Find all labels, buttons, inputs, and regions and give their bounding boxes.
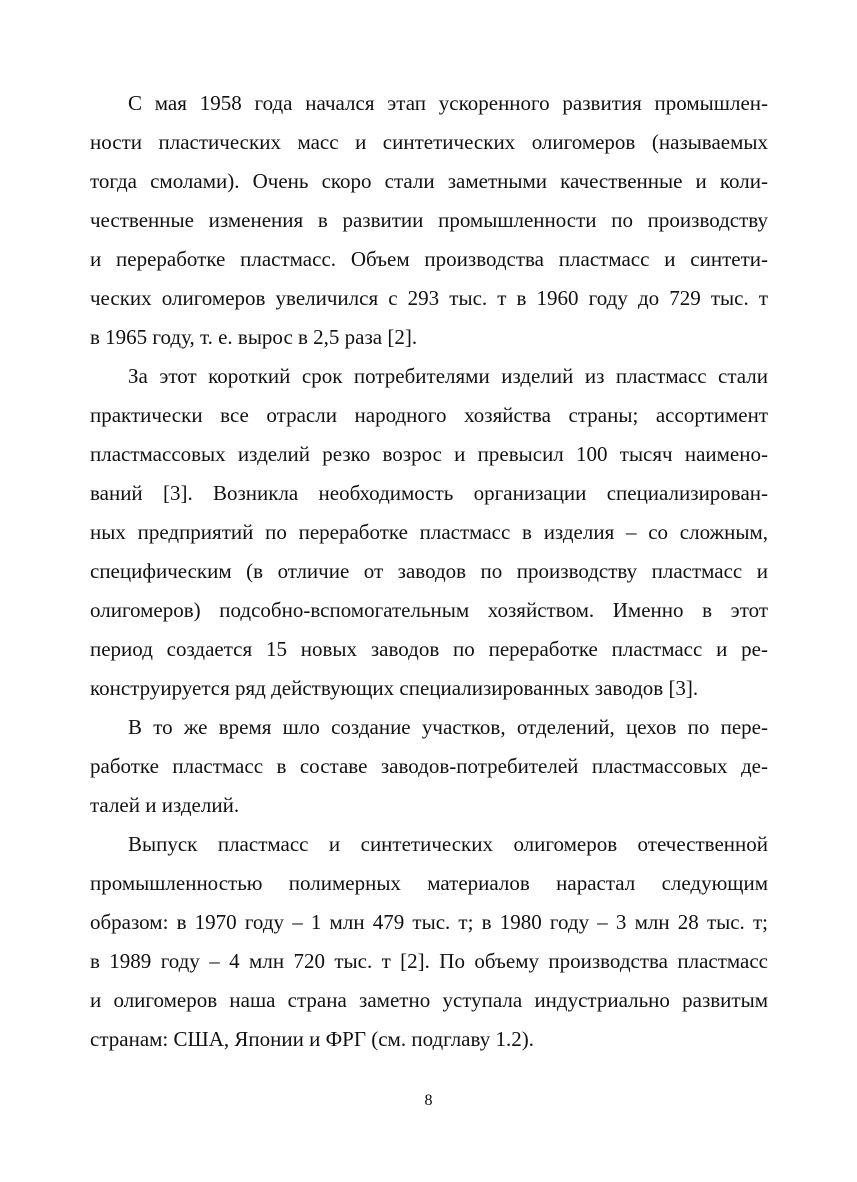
text-line: практически все отрасли народного хозяйства страны; ассортимент [90,403,768,427]
text-line: С мая 1958 года начался этап ускоренного развития промышлен- [128,91,768,115]
text-line: в 1989 году – 4 млн 720 тыс. т [2]. По объему производства пластмасс [90,949,768,973]
text-line: олигомеров) подсобно-вспомогательным хозяйством. Именно в этот [90,598,768,622]
text-line: За этот короткий срок потребителями изделий из пластмасс стали [128,364,768,388]
text-line: тогда смолами). Очень скоро стали заметными качественные и коли- [90,169,768,193]
text-line: и олигомеров наша страна заметно уступала индустриально развитым [90,988,768,1012]
text-line: ности пластических масс и синтетических олигомеров (называемых [90,130,768,154]
text-line: странам: США, Японии и ФРГ (см. подглаву 1.2). [90,1027,534,1051]
text-line: в 1965 году, т. е. вырос в 2,5 раза [2]. [90,325,418,349]
text-line: В то же время шло создание участков, отделений, цехов по пере- [128,715,768,739]
text-line: промышленностью полимерных материалов нарастал следующим [90,871,768,895]
text-line: ных предприятий по переработке пластмасс в изделия – со сложным, [90,520,768,544]
text-line: ческих олигомеров увеличился с 293 тыс. т в 1960 году до 729 тыс. т [90,286,768,310]
text-line: чественные изменения в развитии промышленности по производству [90,208,768,232]
text-line: талей и изделий. [90,793,240,817]
text-line: конструируется ряд действующих специализированных заводов [3]. [90,676,699,700]
text-line: пластмассовых изделий резко возрос и превысил 100 тысяч наимено- [90,442,768,466]
text-line: Выпуск пластмасс и синтетических олигомеров отечественной [128,832,768,856]
text-line: работке пластмасс в составе заводов-потребителей пластмассовых де- [90,754,768,778]
page-number: 8 [424,1092,433,1109]
text-line: период создается 15 новых заводов по переработке пластмасс и ре- [90,637,768,661]
text-line: ваний [3]. Возникла необходимость организации специализирован- [90,481,768,505]
text-line: образом: в 1970 году – 1 млн 479 тыс. т; в 1980 году – 3 млн 28 тыс. т; [90,910,768,934]
text-line: специфическим (в отличие от заводов по производству пластмасс и [90,559,768,583]
text-line: и переработке пластмасс. Объем производства пластмасс и синтети- [90,247,768,271]
